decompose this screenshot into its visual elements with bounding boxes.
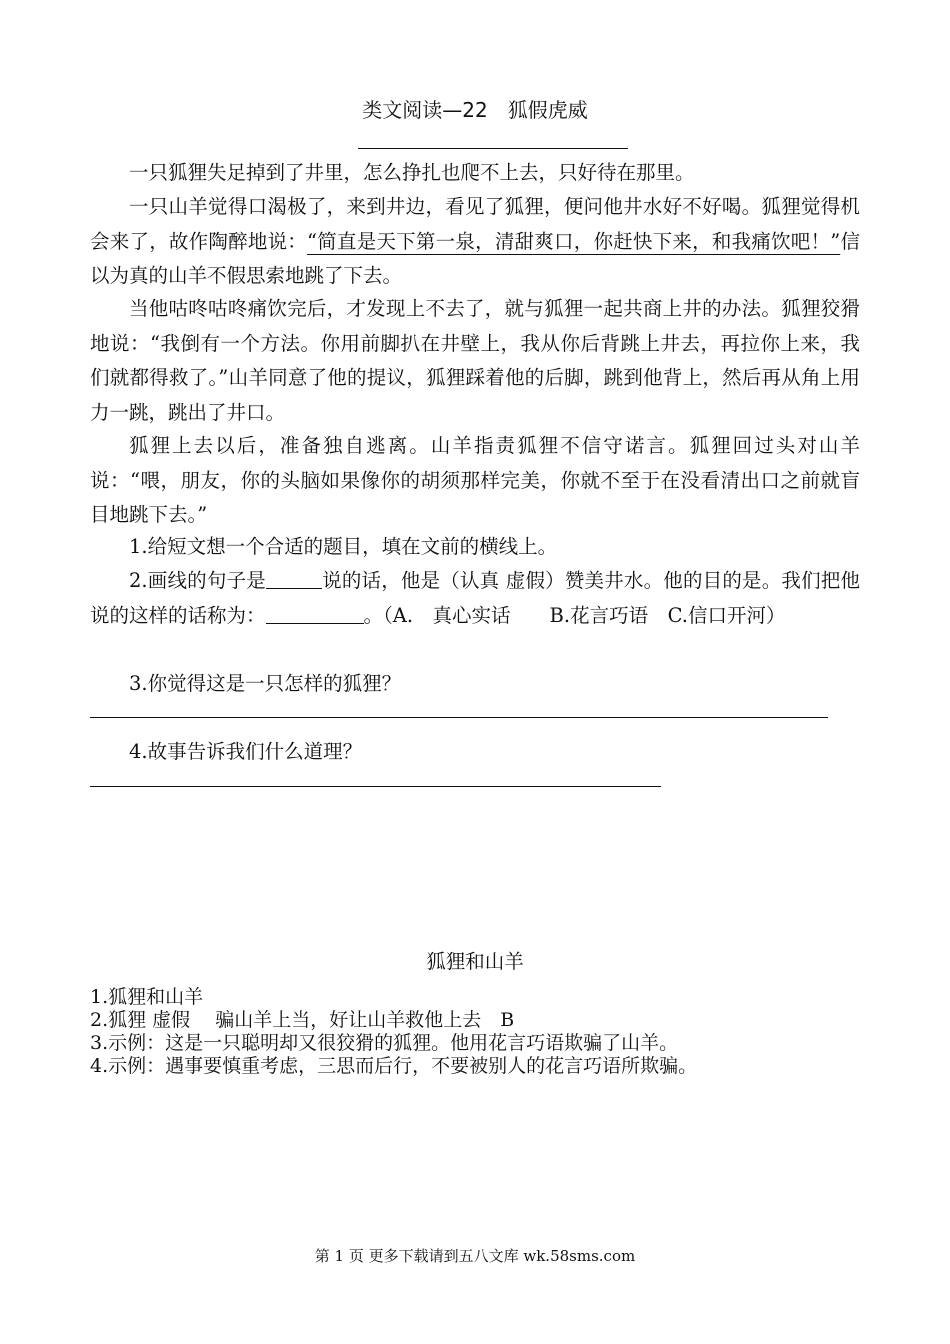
question-2-blank-speaker[interactable]: [266, 568, 322, 589]
page-footer: 第 1 页 更多下载请到五八文库 wk.58sms.com: [314, 1247, 636, 1265]
question-2-blank-term[interactable]: [266, 603, 364, 624]
question-1: 1.给短文想一个合适的题目，填在文前的横线上。: [129, 535, 558, 558]
story-paragraph-2-text-b: 信以为真的山羊不假思索地跳了下去。: [90, 229, 860, 287]
story-paragraph-2-text-a: 一只山羊觉得口渴极了，来到井边，看见了狐狸，便问他井水好不好喝。狐狸觉得机会来了，故作陶醉地说：: [90, 195, 860, 253]
story-paragraph-3: 当他咕咚咕咚痛饮完后，才发现上不去了，就与狐狸一起共商上井的办法。狐狸狡猾地说：“我倒有一个方法。你用前脚扒在井壁上，我从你后背跳上井去，再拉你上来，我们就都得救了。”山羊同意了他的提议，狐狸踩着他的后脚，跳到他背上，然后再从角上用力一跳，跳出了井口。: [90, 297, 860, 424]
question-2-text-c: 。（A. 真心实话 B.花言巧语 C.信口开河）: [363, 603, 786, 627]
story-paragraph-2: [90, 190, 860, 294]
story-paragraph-1: 一只狐狸失足掉到了井里，怎么挣扎也爬不上去，只好待在那里。: [129, 161, 695, 184]
question-2: [90, 564, 860, 633]
title-blank-line: [358, 148, 628, 149]
question-3: 3.你觉得这是一只怎样的狐狸？: [129, 672, 402, 695]
question-2-text-a: 2.画线的句子是: [129, 569, 266, 592]
answer-3: 3.示例：这是一只聪明却又很狡猾的狐狸。他用花言巧语欺骗了山羊。: [90, 1032, 679, 1054]
answer-4: 4.示例：遇事要慎重考虑，三思而后行，不要被别人的花言巧语所欺骗。: [90, 1055, 698, 1077]
question-4: 4.故事告诉我们什么道理？: [129, 740, 363, 763]
question-4-answer-line[interactable]: [90, 786, 661, 787]
question-2-text-b: 说的话，他是（认真 虚假）赞美井水。他的目的是。我们把他说的这样的话称为：: [90, 569, 861, 627]
answer-2: 2.狐狸 虚假 骗山羊上当，好让山羊救他上去 B: [90, 1009, 515, 1031]
answer-key-title: 狐狸和山羊: [426, 950, 524, 973]
question-3-answer-line[interactable]: [90, 717, 828, 718]
story-paragraph-4: 狐狸上去以后，准备独自逃离。山羊指责狐狸不信守诺言。狐狸回过头对山羊说：“喂，朋友，你的头脑如果像你的胡须那样完美，你就不至于在没看清出口之前就盲目地跳下去。”: [90, 434, 860, 526]
page-title: 类文阅读—22 狐假虎威: [362, 98, 588, 122]
underlined-sentence: “简直是天下第一泉，清甜爽口，你赶快下来，和我痛饮吧！”: [307, 229, 841, 253]
answer-1: 1.狐狸和山羊: [90, 986, 204, 1008]
